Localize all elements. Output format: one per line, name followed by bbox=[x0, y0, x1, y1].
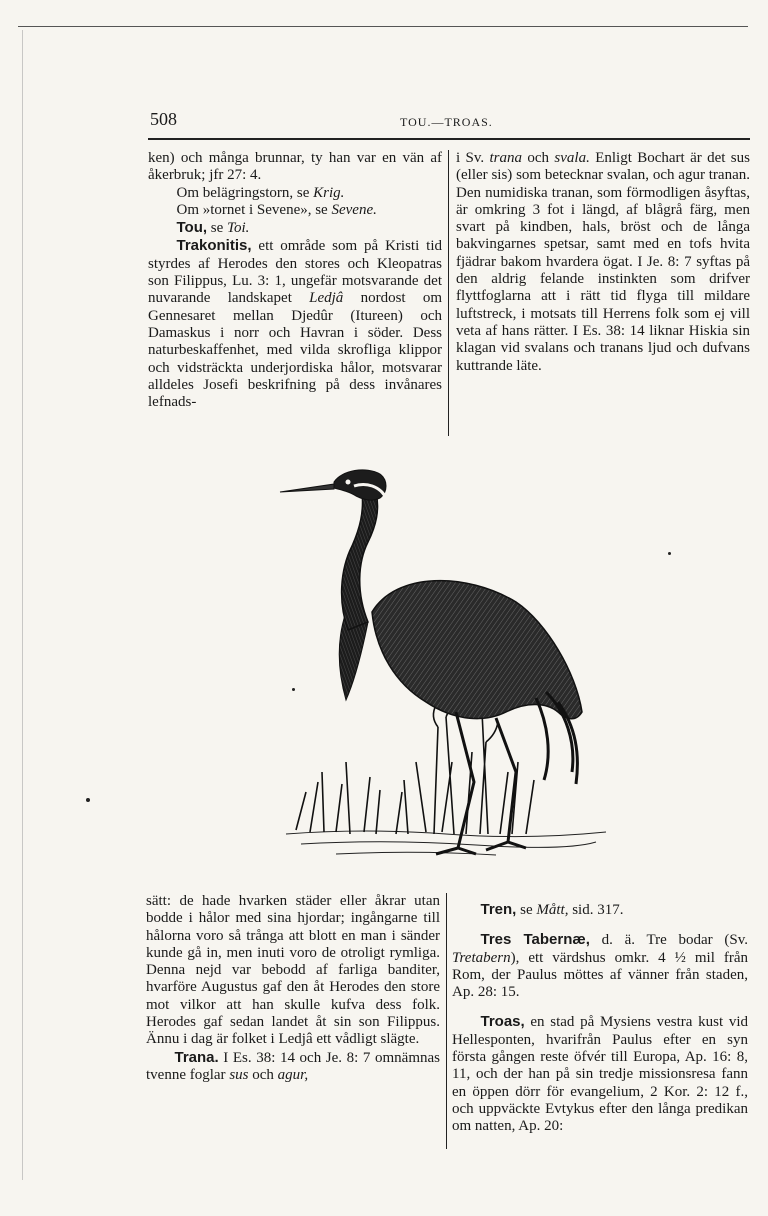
entry-trana-continuation: i Sv. trana och svala. Enligt Bochart är det sus (eller sis) som betecknar svalan, och agur tranan. Den numidiska tranan, som förmodligen åsyftas, är omkring 3 fot i längd, af blågrå färg, men svart på kindben, hals, bröst och de långa bakvingarnes spetsar, samt med en tofs hvita fjädrar bakom hvardera ögat. I Je. 8: 7 syftas på den aldrig felande instinkten som drifver flyttfoglarna att i rätt tid flyga till mildare luftstreck, i motsats till Herrens folk som ej vill veta af hans rätter. I Es. 38: 14 liknar Hiskia sin klagan vid svalans och tranans ljud och dufvans kuttrande läte. bbox=[456, 150, 750, 374]
upper-right-column bbox=[456, 150, 750, 375]
column-rule bbox=[448, 150, 449, 436]
cross-reference: Krig. bbox=[313, 184, 345, 201]
entry-continuation: ken) och många brunnar, ty han var en vän af åkerbruk; jfr 27: 4. bbox=[148, 150, 442, 184]
entry-headword: Tou, bbox=[176, 219, 208, 237]
entry-headword: Trakonitis, bbox=[176, 237, 252, 255]
crane-neck bbox=[342, 492, 378, 630]
entry-headword: Tres Tabernæ, bbox=[480, 931, 590, 949]
crane-illustration bbox=[276, 462, 620, 872]
crane-beak bbox=[280, 484, 334, 492]
entry-trakonitis-continuation: sätt: de hade hvarken städer eller åkrar utan bodde i hålor med sina hjordar; ingångarne till hålorna voro så trånga att blott en man i sänder kunde gå in, men inuti voro de otroligt rymliga. Denna nejd var bebodd af farliga banditer, hvarföre Augustus gaf den åt Herodes den store mot vilkor att han skulle kufva dess folk. Herodes gaf sedan landet åt sin son Filippus. Ännu i dag är folket i Ledjâ ett vådligt slägte. bbox=[146, 893, 440, 1048]
entry-tres-tabernae: Tres Tabernæ, d. ä. Tre bodar (Sv. Tretabern), ett värdshus omkr. 4 ½ mil från Rom, der Paulus möttes af vänner från staden, Ap. 28: 15. bbox=[452, 931, 748, 1001]
ink-speck bbox=[86, 798, 90, 802]
upper-left-column bbox=[148, 150, 442, 411]
lower-left-column bbox=[146, 893, 440, 1084]
lower-right-column bbox=[452, 901, 748, 1136]
entry-trana: Trana. I Es. 38: 14 och Je. 8: 7 omnämnas tvenne foglar sus och agur, bbox=[146, 1048, 440, 1083]
cross-reference: Toi. bbox=[227, 220, 250, 237]
crane-eye bbox=[346, 480, 351, 485]
entry-tren: Tren, se Mått, sid. 317. bbox=[480, 901, 624, 918]
column-rule bbox=[446, 893, 447, 1149]
entry-headword: Tren, bbox=[480, 901, 517, 918]
header-rule bbox=[148, 138, 750, 140]
entry-tornet: Om »tornet i Sevene», se Sevene. bbox=[176, 201, 377, 218]
cross-reference: Mått, bbox=[536, 902, 569, 918]
entry-headword: Troas, bbox=[480, 1013, 525, 1031]
page-number: 508 bbox=[150, 109, 177, 129]
ink-speck bbox=[668, 552, 671, 555]
entry-belagringstorn: Om belägringstorn, se Krig. bbox=[176, 184, 345, 201]
entry-tou: Tou, se Toi. bbox=[176, 219, 250, 237]
cross-reference: Sevene. bbox=[331, 201, 377, 218]
page-edge-shadow bbox=[22, 30, 23, 1180]
entry-troas: Troas, en stad på Mysiens vestra kust vid Hellesponten, hvarifrån Paulus efter en syn första gången reste öfvér till Europa, Ap. 16: 8, 11, och der han på sin tredje missionsresa fann en öppen dörr för evangelium, 2 Kor. 2: 12 f., och uppväckte Evtykus efter den långa predikan om natten, Ap. 20: bbox=[452, 1013, 748, 1135]
entry-headword: Trana. bbox=[174, 1048, 219, 1066]
running-head: TOU.—TROAS. bbox=[400, 115, 493, 129]
page-edge-line bbox=[18, 26, 748, 27]
entry-trakonitis: Trakonitis, ett område som på Kristi tid styrdes af Herodes den stores och Kleopatras son Filippus, Lu. 3: 1, ungefär motsvarande det nuvarande landskapet Ledjâ nordost om Gennesaret mellan Djedûr (Itureen) och Damaskus i norr och Havran i söder. Dess naturbeskaffenhet, med vilda skrofliga klippor och vidsträckta underjordiska hålor, motsvarar alldeles Josefi beskrifning på dess invånares lefnads- bbox=[148, 237, 442, 411]
